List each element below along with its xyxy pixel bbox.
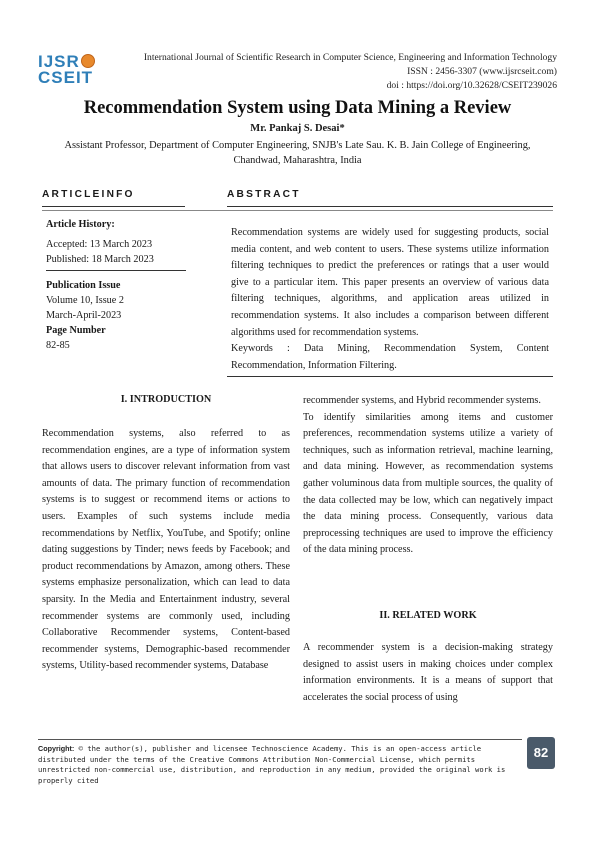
- abstract-rule: [227, 206, 553, 207]
- logo-text-bottom: CSEIT: [38, 68, 94, 87]
- article-info-heading: ARTICLEINFO: [42, 189, 135, 200]
- copyright-text: © the author(s), publisher and licensee Technoscience Academy. This is an open-access article distributed under the terms of the Creative Commons Attribution Non-Commercial License, which permits unrestricted non-commercial use, distribution, and reproduction in any medium, provided the original work is properly cited: [38, 744, 506, 785]
- author-affiliation: [42, 138, 553, 168]
- introduction-heading: I. INTRODUCTION: [120, 394, 212, 405]
- header-divider: [42, 210, 553, 211]
- volume-issue: Volume 10, Issue 2: [46, 295, 124, 306]
- related-work-heading: II. RELATED WORK: [379, 610, 477, 621]
- article-info-panel: [46, 217, 186, 353]
- abstract-body: [231, 225, 549, 374]
- abstract-heading: ABSTRACT: [227, 189, 301, 200]
- logo-text-top: IJSR: [38, 52, 80, 71]
- abstract-bottom-rule: [227, 376, 553, 377]
- related-work-text: A recommender system is a decision-making strategy designed to assist users in making choices under complex information environments. It is a means of support that accelerates the social process of using: [303, 642, 553, 703]
- accepted-date: Accepted: 13 March 2023: [46, 239, 153, 250]
- info-divider: [46, 270, 186, 272]
- publication-issue-label: Publication Issue: [46, 280, 121, 291]
- page-number-label: Page Number: [46, 325, 106, 336]
- affiliation-line-2: Chandwad, Maharashtra, India: [233, 155, 362, 166]
- article-history-label: Article History:: [46, 219, 115, 230]
- paper-author: Mr. Pankaj S. Desai*: [250, 123, 345, 134]
- page-number-badge: 82: [527, 737, 555, 769]
- published-date: Published: 18 March 2023: [46, 254, 154, 265]
- issue-months: March-April-2023: [46, 310, 122, 321]
- page-range: 82-85: [46, 340, 70, 351]
- journal-name: International Journal of Scientific Research in Computer Science, Engineering and Information Technology: [143, 52, 557, 63]
- abstract-text: Recommendation systems are widely used for suggesting products, social media content, and web content to users. These systems utilize information filtering techniques to predict the preferences or ratings that a user would give to a particular item. This paper presents an overview of various data filtering techniques, algorithms, and application areas utilized in recommendation systems. It also includes a comparison between different algorithms used for recommendation systems.: [231, 227, 549, 338]
- right-column: [303, 393, 553, 559]
- paper-title: Recommendation System using Data Mining a Review: [83, 98, 512, 118]
- footer-rule: [38, 739, 522, 740]
- right-paragraph-2: To identify similarities among items and customer preferences, recommendation systems utilize a variety of techniques, such as information retrieval, machine learning, and data mining. However, as recommendation systems gather voluminous data from multiple sources, the quality of the data collected may be low, which can negatively impact the data mining process. Consequently, various data preprocessing techniques are used to improve the efficiency of the data mining process.: [303, 411, 553, 556]
- right-paragraph-1: recommender systems, and Hybrid recommender systems.: [303, 395, 541, 406]
- affiliation-line-1: Assistant Professor, Department of Computer Engineering, SNJB's Late Sau. K. B. Jain College of Engineering,: [64, 140, 531, 151]
- bulb-icon: [81, 54, 95, 68]
- copyright-notice: [38, 744, 522, 786]
- introduction-text: Recommendation systems, also referred to as recommendation engines, are a type of information system that allows users to discover relevant information from vast amounts of data. The primary function of recommendation systems is to suggest or recommend items or actions to users. Examples of such systems include media recommendations by Netflix, YouTube, and Spotify; online dating suggestions by Tinder; news feeds by Facebook; and product recommendations by Amazon, among others. These systems emphasize personalization, which can lead to data sparsity. In the Media and Entertainment industry, several recommender systems are commonly used, including Collaborative Recommender systems, Content-based recommender systems, Demographic-based recommender systems, Utility-based recommender systems, Database: [42, 428, 290, 672]
- journal-issn: ISSN : 2456-3307 (www.ijsrcseit.com): [407, 66, 557, 77]
- journal-doi: doi : https://doi.org/10.32628/CSEIT239026: [386, 80, 557, 91]
- keywords: Keywords : Data Mining, Recommendation System, Content Recommendation, Information Filtering.: [231, 343, 549, 371]
- journal-logo: [38, 52, 100, 88]
- copyright-label: Copyright:: [38, 744, 75, 753]
- article-info-rule: [42, 206, 185, 207]
